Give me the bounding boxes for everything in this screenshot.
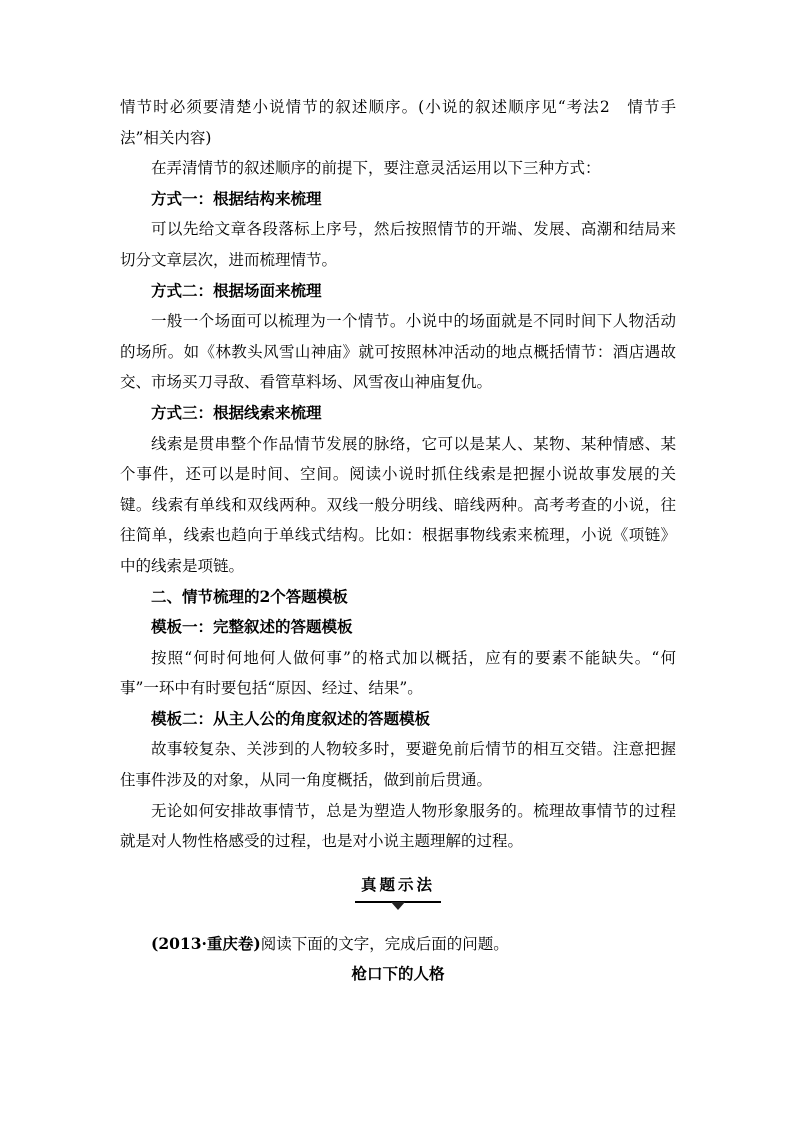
section-subtitle: 二、情节梳理的2个答题模板 <box>151 586 348 606</box>
subheading: 方式一：根据结构来梳理 <box>151 188 322 208</box>
section-heading <box>355 873 441 903</box>
paragraph: 故事较复杂、关涉到的人物较多时，要避免前后情节的相互交错。注意把握住事件涉及的对象，从同一角度概括，做到前后贯通。 <box>120 740 676 790</box>
paragraph: 一般一个场面可以梳理为一个情节。小说中的场面就是不同时间下人物活动的场所。如《林教头风雪山神庙》就可按照林冲活动的地点概括情节：酒店遇故交、市场买刀寻敌、看管草料场、风雪夜山神庙复仇。 <box>120 312 676 392</box>
body-text <box>120 92 676 857</box>
page-content <box>120 92 676 990</box>
paragraph: 情节时必须要清楚小说情节的叙述顺序。(小说的叙述顺序见“考法2 情节手法”相关内容) <box>120 98 676 147</box>
section-heading-text: 真题示法 <box>360 874 435 894</box>
question-intro <box>120 929 676 960</box>
subheading: 方式三：根据线索来梳理 <box>151 402 322 422</box>
section-heading-block <box>120 863 676 921</box>
triangle-down-icon <box>391 902 405 910</box>
subheading: 方式二：根据场面来梳理 <box>151 280 322 300</box>
paragraph: 可以先给文章各段落标上序号，然后按照情节的开端、发展、高潮和结局来切分文章层次，进而梳理情节。 <box>120 220 676 269</box>
paragraph: 在弄清情节的叙述顺序的前提下，要注意灵活运用以下三种方式： <box>151 159 601 178</box>
question-instruction: 阅读下面的文字，完成后面的问题。 <box>260 934 509 953</box>
paragraph: 按照“何时何地何人做何事”的格式加以概括，应有的要素不能缺失。“何事”一环中有时要包括“原因、经过、结果”。 <box>120 648 676 698</box>
story-title: 枪口下的人格 <box>351 964 445 984</box>
subheading: 模板一：完整叙述的答题模板 <box>151 617 353 637</box>
paragraph: 无论如何安排故事情节，总是为塑造人物形象服务的。梳理故事情节的过程就是对人物性格感受的过程，也是对小说主题理解的过程。 <box>120 801 676 851</box>
subheading: 模板二：从主人公的角度叙述的答题模板 <box>151 708 431 728</box>
source-tag: (2013·重庆卷) <box>151 933 261 953</box>
paragraph: 线索是贯串整个作品情节发展的脉络，它可以是某人、某物、某种情感、某个事件，还可以是时间、空间。阅读小说时抓住线索是把握小说故事发展的关键。线索有单线和双线两种。双线一般分明线、暗线两种。高考考查的小说，往往简单，线索也趋向于单线式结构。比如：根据事物线索来梳理，小说《项链》中的线索是项链。 <box>120 434 676 575</box>
